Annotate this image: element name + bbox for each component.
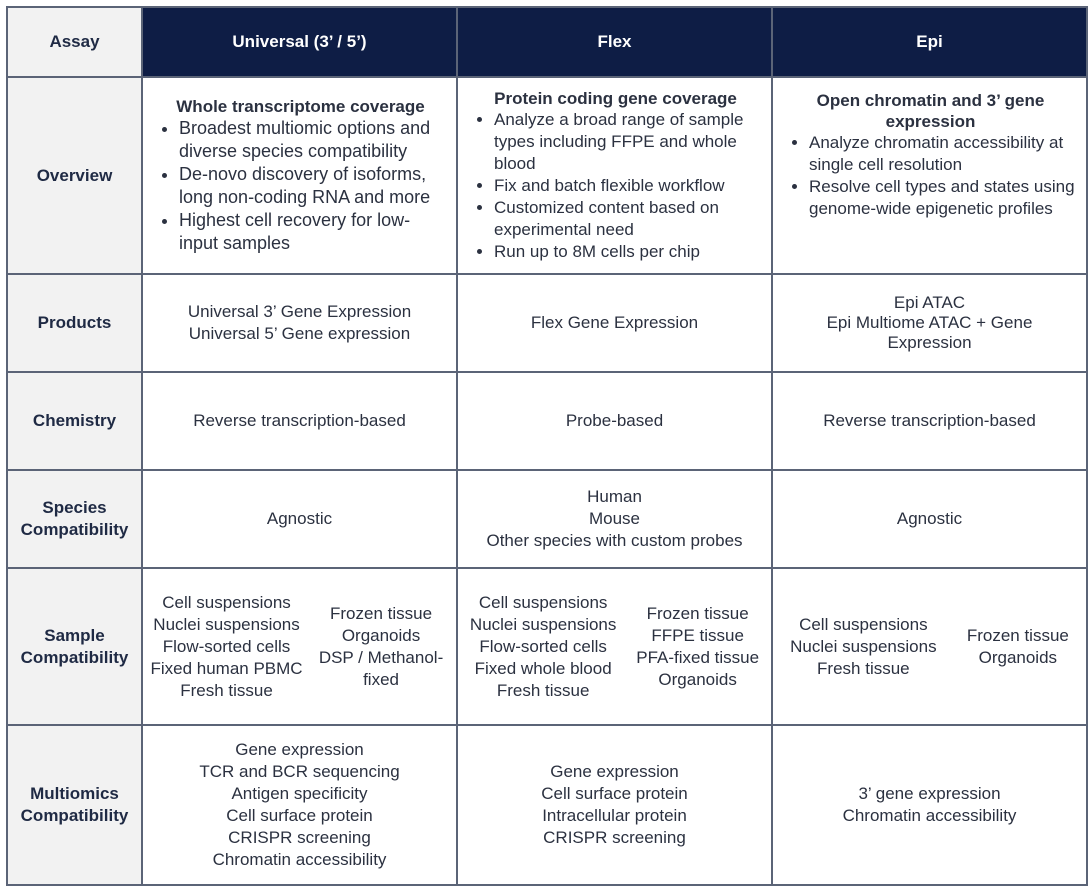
row-label-sample-line: Compatibility — [20, 647, 129, 667]
overview-flex-bullet: • Analyze a broad range of sample types including FFPE and whole blood — [494, 109, 763, 175]
row-label-sample — [7, 568, 142, 725]
sample-universal-right — [314, 603, 449, 691]
overview-universal-cell — [142, 77, 457, 274]
overview-universal-bullet: • De-novo discovery of isoforms, long non-coding RNA and more — [179, 163, 448, 209]
species-flex-cell — [457, 470, 772, 568]
sample-item: Fresh tissue — [496, 680, 590, 700]
multiomics-item: Cell surface protein — [226, 806, 373, 825]
products-row — [7, 274, 1087, 372]
row-label-chemistry: Chemistry — [7, 372, 142, 470]
sample-item: Frozen tissue — [966, 625, 1069, 645]
sample-item: Organoids — [978, 647, 1058, 667]
sample-item: DSP / Methanol-fixed — [318, 647, 444, 689]
overview-flex-cell — [457, 77, 772, 274]
sample-flex-left — [470, 592, 616, 702]
species-item: Human — [587, 487, 642, 506]
multiomics-item: Antigen specificity — [231, 784, 368, 803]
multiomics-flex-cell — [457, 725, 772, 885]
sample-item: Flow-sorted cells — [479, 636, 607, 656]
sample-item: Fixed human PBMC — [150, 658, 303, 678]
overview-epi-bullet: • Resolve cell types and states using genome-wide epigenetic profiles — [809, 176, 1078, 220]
multiomics-item: TCR and BCR sequencing — [199, 762, 400, 781]
chemistry-row — [7, 372, 1087, 470]
column-header-universal: Universal (3’ / 5’) — [142, 7, 457, 77]
species-item: Mouse — [588, 509, 641, 528]
header-row — [7, 7, 1087, 77]
assay-comparison-table — [6, 6, 1088, 886]
sample-item: Organoids — [658, 669, 737, 689]
products-epi-cell — [772, 274, 1087, 372]
column-header-flex: Flex — [457, 7, 772, 77]
species-item: Other species with custom probes — [486, 531, 743, 550]
sample-item: Flow-sorted cells — [162, 636, 291, 656]
multiomics-item: Chromatin accessibility — [842, 806, 1017, 825]
sample-item: Cell suspensions — [478, 592, 608, 612]
overview-flex-bullet: • Run up to 8M cells per chip — [494, 241, 763, 263]
sample-item: Cell suspensions — [162, 592, 291, 612]
multiomics-item: Gene expression — [550, 762, 679, 781]
sample-item: Frozen tissue — [646, 603, 749, 623]
multiomics-row — [7, 725, 1087, 885]
sample-epi-cell — [772, 568, 1087, 725]
product-item: Epi Multiome ATAC + Gene Expression — [826, 313, 1033, 352]
sample-flex-cell — [457, 568, 772, 725]
sample-epi-left — [790, 614, 936, 680]
row-label-multiomics — [7, 725, 142, 885]
sample-flex-right — [636, 603, 759, 691]
multiomics-item: 3’ gene expression — [858, 784, 1001, 803]
sample-item: Fixed whole blood — [474, 658, 612, 678]
overview-row — [7, 77, 1087, 274]
products-universal-cell — [142, 274, 457, 372]
overview-flex-bullet: • Fix and batch flexible workflow — [494, 175, 763, 197]
multiomics-universal-cell — [142, 725, 457, 885]
sample-item: Fresh tissue — [817, 658, 910, 678]
multiomics-item: CRISPR screening — [228, 828, 371, 847]
multiomics-epi-cell — [772, 725, 1087, 885]
sample-universal-left — [150, 592, 302, 702]
product-item: Universal 3’ Gene Expression — [187, 302, 412, 321]
species-universal-cell: Agnostic — [142, 470, 457, 568]
row-label-multiomics-line: Multiomics — [30, 784, 119, 803]
overview-universal-title: Whole transcriptome coverage — [176, 97, 425, 116]
row-label-species — [7, 470, 142, 568]
overview-epi-cell — [772, 77, 1087, 274]
products-flex-cell — [457, 274, 772, 372]
row-label-multiomics-line: Compatibility — [20, 806, 129, 825]
row-label-species-line: Species — [42, 498, 107, 517]
overview-flex-bullet: • Customized content based on experimental need — [494, 197, 763, 241]
column-header-epi: Epi — [772, 7, 1087, 77]
sample-epi-right — [967, 625, 1069, 669]
multiomics-item: CRISPR screening — [543, 828, 686, 847]
product-item: Universal 5’ Gene expression — [188, 324, 411, 343]
assay-header-cell: Assay — [7, 7, 142, 77]
chemistry-epi-cell: Reverse transcription-based — [772, 372, 1087, 470]
sample-item: Cell suspensions — [799, 614, 928, 634]
species-row — [7, 470, 1087, 568]
multiomics-item: Intracellular protein — [542, 806, 687, 825]
overview-epi-bullet: • Analyze chromatin accessibility at single cell resolution — [809, 132, 1078, 176]
sample-row — [7, 568, 1087, 725]
multiomics-item: Cell surface protein — [541, 784, 688, 803]
row-label-sample-line: Sample — [44, 625, 105, 645]
overview-flex-title: Protein coding gene coverage — [494, 89, 737, 108]
row-label-species-line: Compatibility — [20, 520, 129, 539]
overview-universal-bullet: • Highest cell recovery for low-input samples — [179, 209, 448, 255]
multiomics-item: Gene expression — [235, 740, 364, 759]
species-epi-cell: Agnostic — [772, 470, 1087, 568]
sample-item: Nuclei suspensions — [790, 636, 937, 656]
chemistry-flex-cell: Probe-based — [457, 372, 772, 470]
sample-item: Frozen tissue — [330, 603, 433, 623]
multiomics-item: Chromatin accessibility — [212, 850, 387, 869]
product-item: Flex Gene Expression — [530, 313, 699, 332]
sample-universal-cell — [142, 568, 457, 725]
overview-epi-title: Open chromatin and 3’ gene expression — [816, 91, 1045, 131]
sample-item: PFA-fixed tissue — [636, 647, 760, 667]
row-label-overview: Overview — [7, 77, 142, 274]
overview-universal-bullet: • Broadest multiomic options and diverse species compatibility — [179, 117, 448, 163]
sample-item: Nuclei suspensions — [469, 614, 617, 634]
chemistry-universal-cell: Reverse transcription-based — [142, 372, 457, 470]
sample-item: Nuclei suspensions — [153, 614, 300, 634]
sample-item: FFPE tissue — [651, 625, 744, 645]
product-item: Epi ATAC — [893, 293, 966, 312]
sample-item: Organoids — [341, 625, 421, 645]
sample-item: Fresh tissue — [180, 680, 273, 700]
row-label-products: Products — [7, 274, 142, 372]
